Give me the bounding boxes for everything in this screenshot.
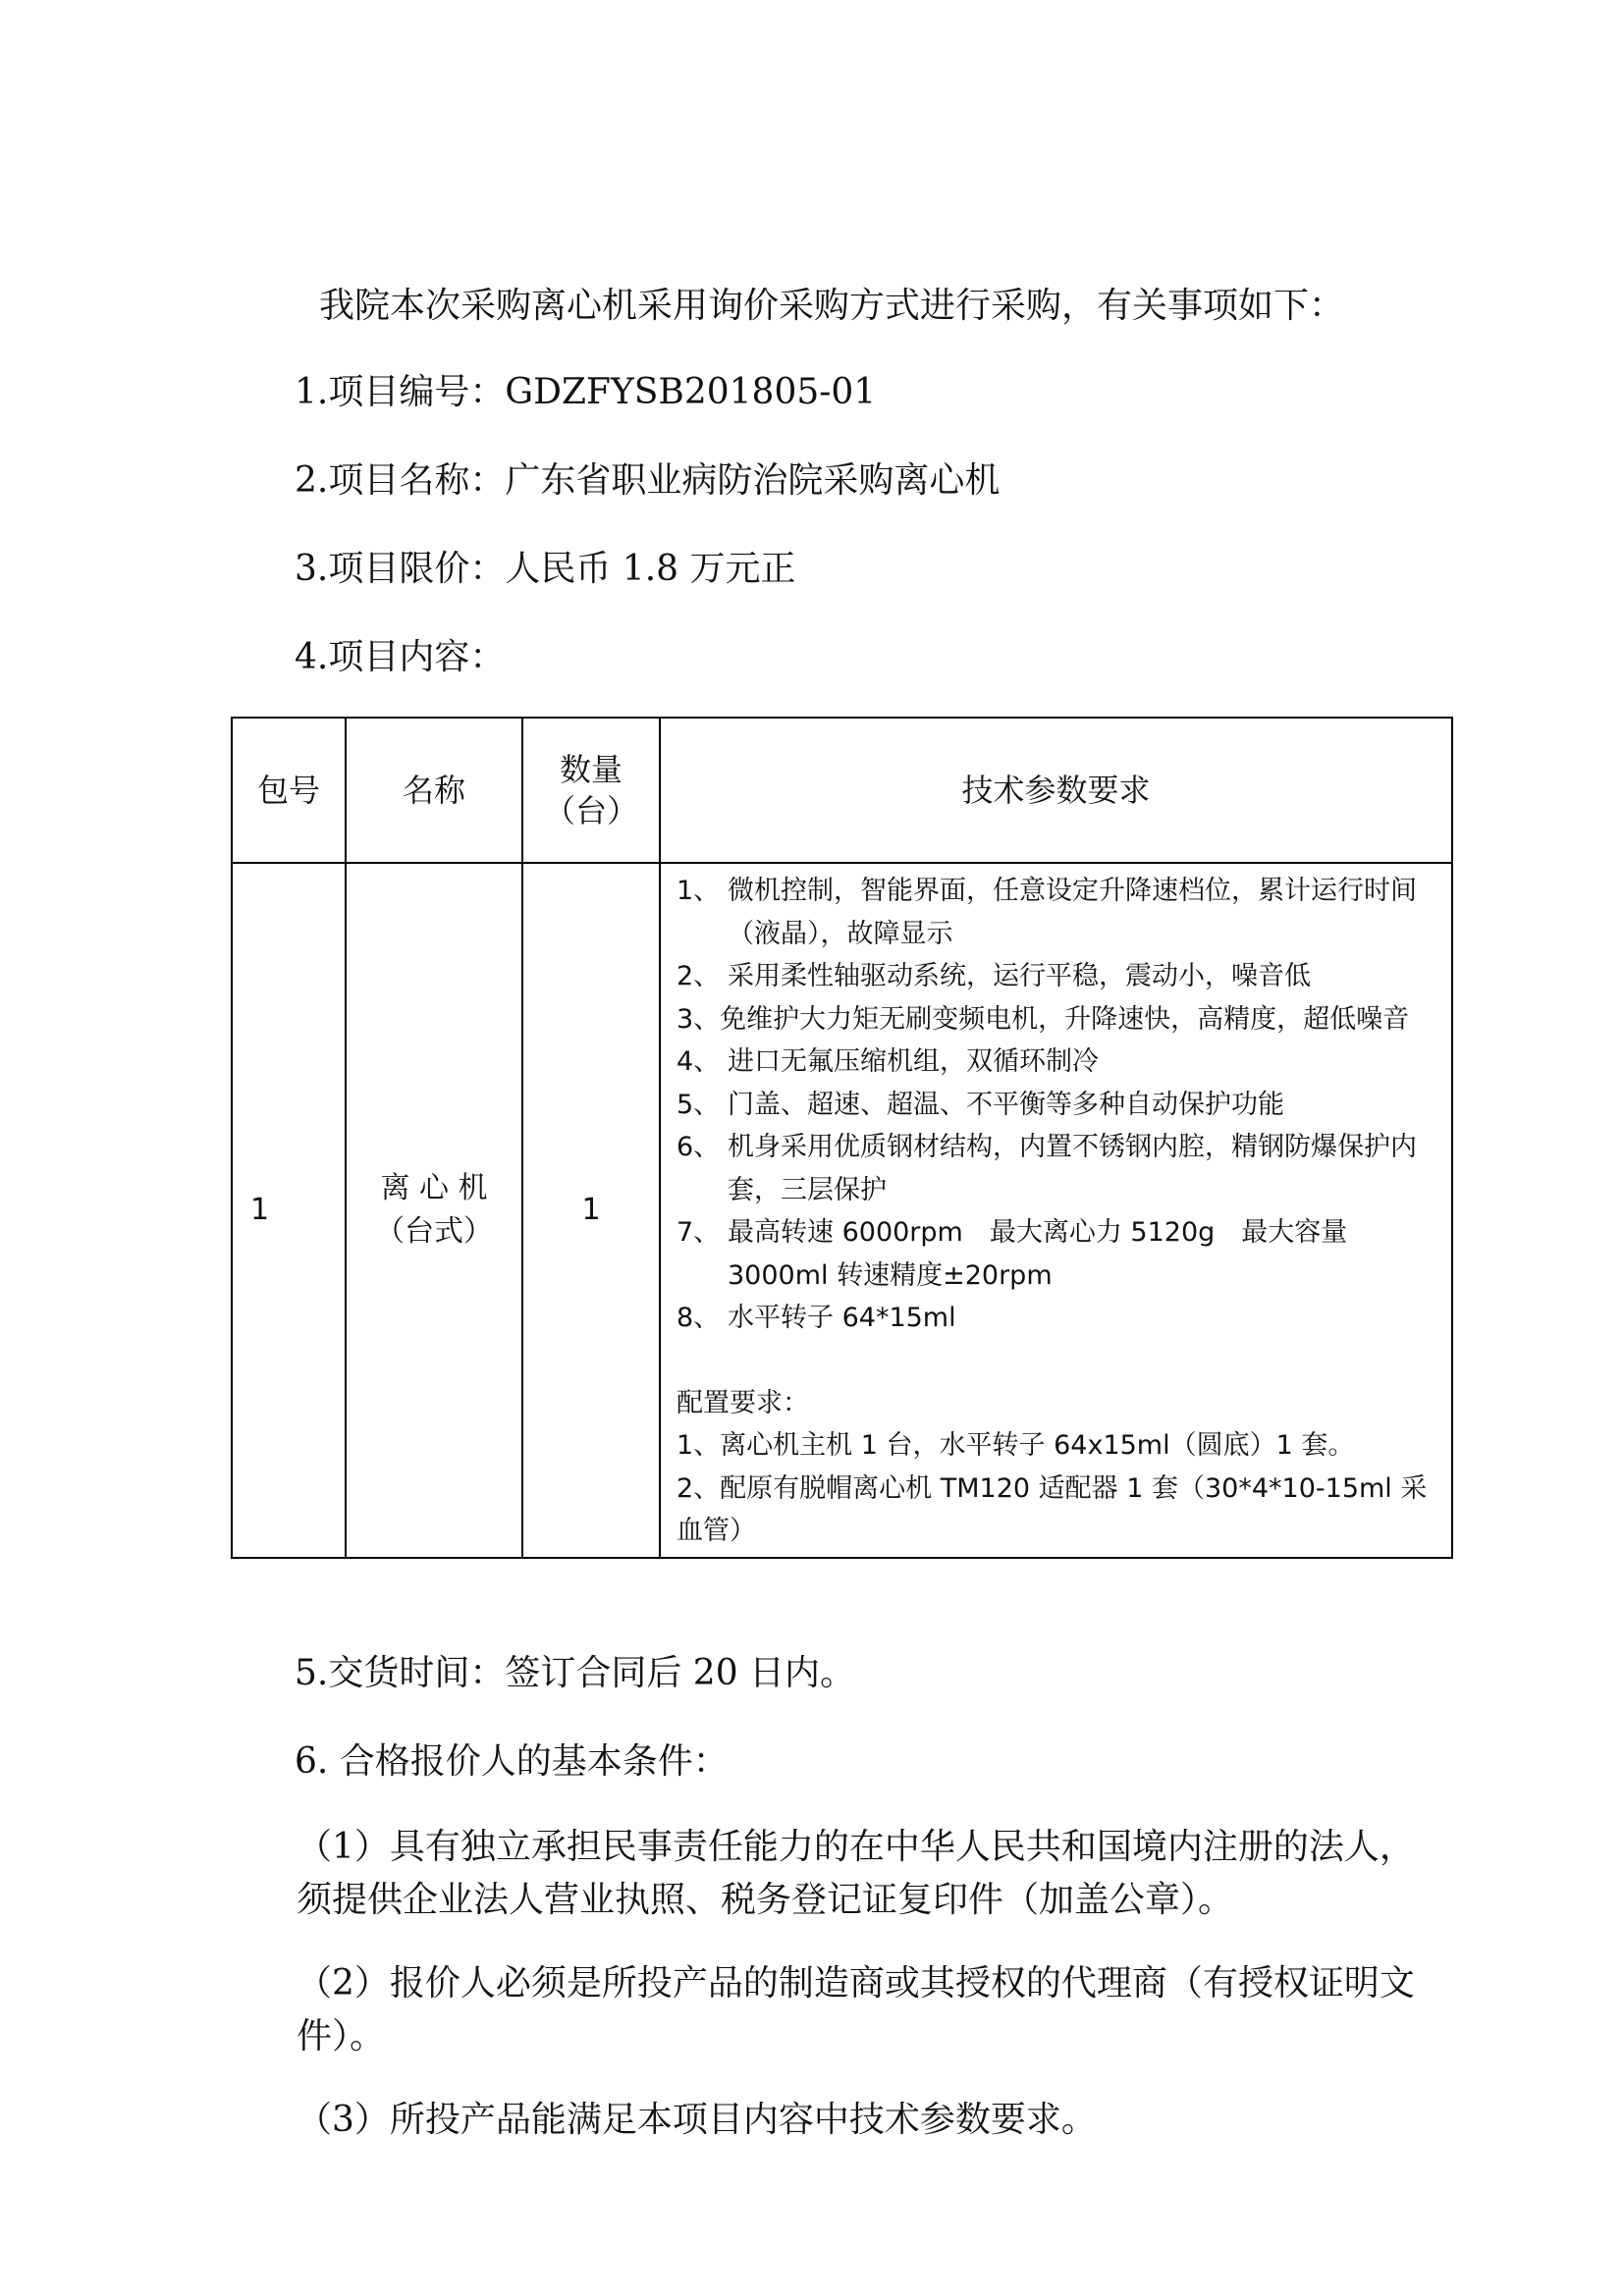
requirement-text: 3、免维护大力矩无刷变频电机，升降速快，高精度，超低噪音: [677, 1003, 1410, 1035]
requirement-number: 8、: [677, 1303, 721, 1333]
cell-tech-requirements: [660, 863, 1452, 1558]
intro-paragraph: 我院本次采购离心机采用询价采购方式进行采购，有关事项如下：: [319, 286, 1345, 326]
requirement-number: 5、: [677, 1089, 721, 1120]
requirement-item: [677, 1041, 1441, 1084]
config-item: 1、离心机主机 1 台，水平转子 64x15ml（圆底）1 套。: [677, 1430, 1355, 1461]
requirement-item: [677, 998, 1441, 1041]
cell-name-line1: 离 心 机: [380, 1170, 488, 1205]
item-project-number: 1.项目编号：GDZFYSB201805-01: [295, 372, 877, 412]
header-quantity-line2: （台）: [543, 792, 638, 829]
table-row: [232, 863, 1452, 1558]
requirement-item: [677, 870, 1441, 955]
table-header-row: [232, 718, 1452, 863]
spacer: [677, 1340, 1441, 1382]
requirement-number: 6、: [677, 1132, 721, 1162]
config-item: 2、配原有脱帽离心机 TM120 适配器 1 套（30*4*10-15ml 采血管）: [677, 1472, 1428, 1546]
requirement-item: [677, 1084, 1441, 1127]
header-quantity-line1: 数量: [559, 751, 623, 788]
condition-1: （1）具有独立承担民事责任能力的在中华人民共和国境内注册的法人，须提供企业法人营业执照、税务登记证复印件（加盖公章）。: [297, 1827, 1415, 1920]
item-project-name: 2.项目名称：广东省职业病防治院采购离心机: [295, 460, 1001, 501]
header-quantity: [522, 718, 660, 863]
item-qualifications: 6. 合格报价人的基本条件：: [295, 1741, 729, 1782]
requirement-text: 进口无氟压缩机组，双循环制冷: [728, 1046, 1099, 1077]
requirement-number: 4、: [677, 1046, 721, 1077]
requirement-item: [677, 1297, 1441, 1340]
item-project-content: 4.项目内容：: [295, 637, 506, 677]
requirement-item: [677, 1211, 1441, 1297]
cell-name: [346, 863, 522, 1558]
cell-package: 1: [232, 863, 346, 1558]
header-package: 包号: [232, 718, 346, 863]
requirement-text: 水平转子 64*15ml: [728, 1303, 956, 1333]
requirement-item: [677, 955, 1441, 998]
header-tech: 技术参数要求: [660, 718, 1452, 863]
requirement-item: [677, 1126, 1441, 1211]
requirement-text: 机身采用优质钢材结构，内置不锈钢内腔，精钢防爆保护内套，三层保护: [728, 1132, 1417, 1205]
requirement-number: 2、: [677, 961, 721, 991]
cell-quantity: 1: [522, 863, 660, 1558]
header-name: 名称: [346, 718, 522, 863]
requirement-number: 7、: [677, 1217, 721, 1248]
cell-name-line2: （台式）: [375, 1213, 493, 1249]
requirement-text: 微机控制，智能界面，任意设定升降速档位，累计运行时间（液晶），故障显示: [728, 876, 1417, 949]
requirement-text: 采用柔性轴驱动系统，运行平稳，震动小，噪音低: [728, 961, 1311, 991]
requirement-text: 门盖、超速、超温、不平衡等多种自动保护功能: [728, 1089, 1284, 1120]
config-title: 配置要求：: [677, 1387, 809, 1418]
condition-3: （3）所投产品能满足本项目内容中技术参数要求。: [297, 2100, 1097, 2140]
condition-2: （2）报价人必须是所投产品的制造商或其授权的代理商（有授权证明文件）。: [297, 1963, 1415, 2056]
item-price-limit: 3.项目限价：人民币 1.8 万元正: [295, 549, 796, 589]
requirement-number: 1、: [677, 876, 721, 906]
item-delivery-time: 5.交货时间：签订合同后 20 日内。: [295, 1653, 856, 1693]
requirement-text: 最高转速 6000rpm 最大离心力 5120g 最大容量 3000ml 转速精度±20rpm: [728, 1217, 1348, 1291]
spec-table: [231, 717, 1453, 1559]
